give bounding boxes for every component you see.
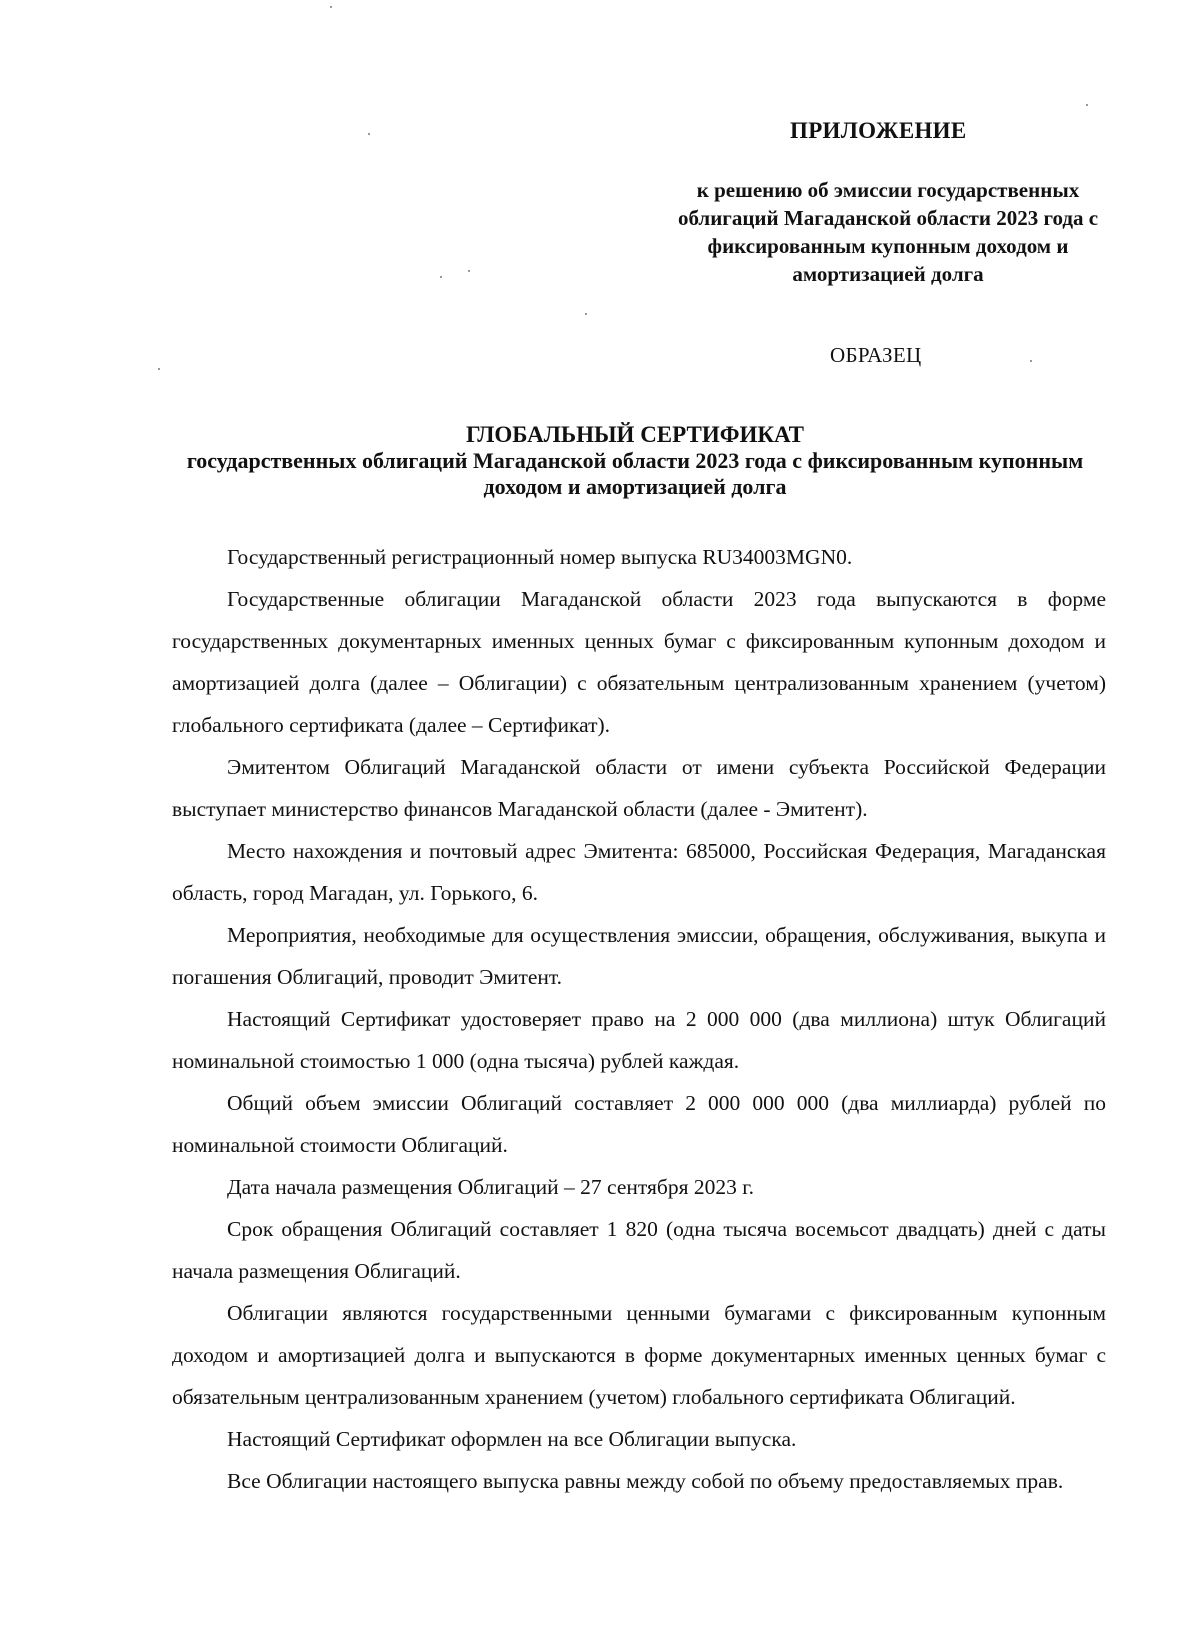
paragraph-certificate-scope: Настоящий Сертификат оформлен на все Облигации выпуска. (227, 1427, 797, 1451)
document-body (172, 536, 1106, 1502)
paragraph-bond-form: Государственные облигации Магаданской области 2023 года выпускаются в форме государственных документарных именных ценных бумаг с фиксированным купонным доходом и амортизацией долга (далее – Облигации) с обязательным централизованным хранением (учетом) глобального сертификата (далее – Сертификат). (172, 587, 1106, 737)
paragraph-issue-volume: Общий объем эмиссии Облигаций составляет 2 000 000 000 (два миллиарда) рублей по номинальной стоимости Облигаций. (172, 1091, 1106, 1157)
paragraph-registration-number: Государственный регистрационный номер выпуска RU34003MGN0. (227, 545, 853, 569)
certificate-subtitle: государственных облигаций Магаданской области 2023 года с фиксированным купонным доходом и амортизацией долга (186, 448, 1084, 499)
paragraph-circulation-term: Срок обращения Облигаций составляет 1 820 (одна тысяча восемьсот двадцать) дней с даты начала размещения Облигаций. (172, 1217, 1106, 1283)
certificate-heading (170, 422, 1100, 500)
paragraph-equal-rights: Все Облигации настоящего выпуска равны между собой по объему предоставляемых прав. (227, 1469, 1064, 1493)
paragraph-bond-type: Облигации являются государственными ценными бумагами с фиксированным купонным доходом и амортизацией долга и выпускаются в форме документарных именных ценных бумаг с обязательным централизованным хранением (учетом) глобального сертификата Облигаций. (172, 1301, 1106, 1409)
sample-label: ОБРАЗЕЦ (830, 343, 922, 367)
appendix-title: ПРИЛОЖЕНИЕ (790, 118, 967, 143)
paragraph-issuer: Эмитентом Облигаций Магаданской области от имени субъекта Российской Федерации выступает министерство финансов Магаданской области (далее - Эмитент). (172, 755, 1106, 821)
paragraph-issuer-address: Место нахождения и почтовый адрес Эмитента: 685000, Российская Федерация, Магаданская область, город Магадан, ул. Горького, 6. (172, 839, 1106, 905)
appendix-subtitle: к решению об эмиссии государственных облигаций Магаданской области 2023 года с фиксированным купонным доходом и амортизацией долга (677, 178, 1099, 286)
paragraph-activities: Мероприятия, необходимые для осуществления эмиссии, обращения, обслуживания, выкупа и погашения Облигаций, проводит Эмитент. (172, 923, 1106, 989)
paragraph-placement-date: Дата начала размещения Облигаций – 27 сентября 2023 г. (227, 1175, 754, 1199)
paragraph-certificate-rights: Настоящий Сертификат удостоверяет право на 2 000 000 (два миллиона) штук Облигаций номинальной стоимостью 1 000 (одна тысяча) рублей каждая. (172, 1007, 1106, 1073)
certificate-title: ГЛОБАЛЬНЫЙ СЕРТИФИКАТ (466, 422, 804, 447)
